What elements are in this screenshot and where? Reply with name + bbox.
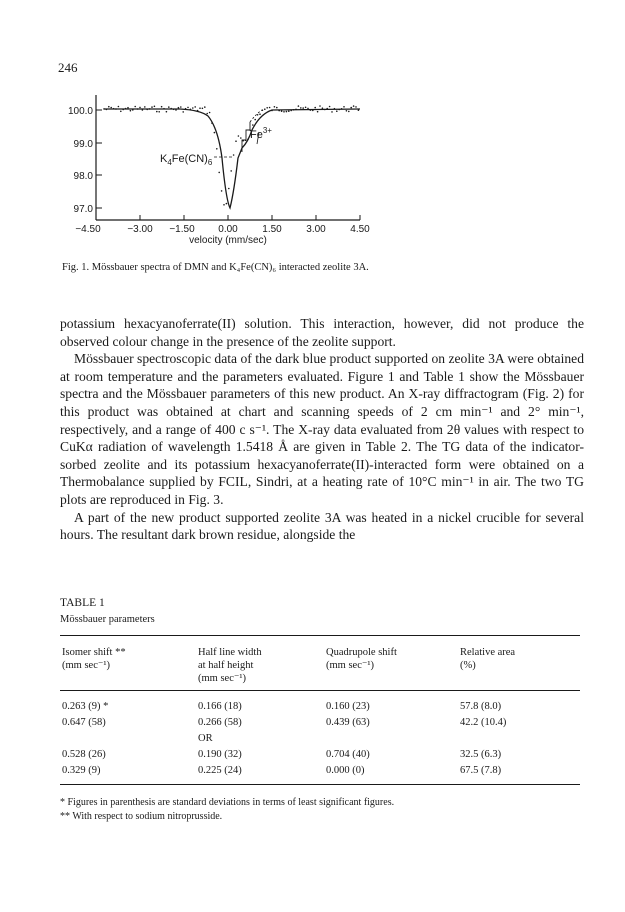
spectrum-data-point	[214, 132, 216, 134]
table-cell: 0.528 (26)	[62, 749, 106, 760]
spectrum-data-point	[118, 106, 120, 108]
spectrum-data-point	[271, 110, 273, 112]
x-axis-label: velocity (mm/sec)	[189, 235, 267, 246]
spectrum-data-point	[240, 137, 242, 139]
spectrum-data-point	[216, 148, 218, 150]
table-cell: 0.263 (9) *	[62, 701, 109, 712]
spectrum-data-point	[302, 107, 304, 109]
spectrum-data-point	[300, 107, 302, 109]
spectrum-data-point	[163, 108, 165, 110]
spectrum-data-point	[346, 110, 348, 112]
spectrum-data-point	[185, 108, 187, 110]
spectrum-data-point	[110, 107, 112, 109]
spectrum-data-point	[142, 109, 144, 111]
body-text	[60, 315, 584, 544]
spectrum-data-point	[192, 107, 194, 109]
spectrum-data-point	[154, 106, 156, 108]
spectrum-data-point	[175, 109, 177, 111]
y-tick-label: 98.0	[73, 171, 93, 182]
table-cell: 0.190 (32)	[198, 749, 242, 760]
spectrum-data-point	[230, 170, 232, 172]
spectrum-data-point	[178, 107, 180, 109]
spectrum-data-point	[166, 111, 168, 113]
spectrum-data-point	[130, 110, 132, 112]
body-paragraph: potassium hexacyanoferrate(II) solution. This interaction, however, did not produce the observed colour change in the presence of the zeolite support.	[60, 316, 584, 349]
y-tick-label: 100.0	[67, 106, 93, 117]
spectrum-data-point	[334, 108, 336, 110]
spectrum-data-point	[204, 106, 206, 108]
spectrum-data-point	[233, 154, 235, 156]
spectrum-data-point	[206, 113, 208, 115]
spectrum-data-point	[202, 108, 204, 110]
spectrum-data-point	[158, 111, 160, 113]
table-cell: 0.225 (24)	[198, 765, 242, 776]
x-tick-label: −4.50	[75, 224, 101, 235]
spectrum-data-point	[312, 110, 314, 112]
spectrum-data-point	[348, 111, 350, 113]
spectrum-data-point	[199, 107, 201, 109]
spectrum-data-point	[290, 110, 292, 112]
table-cell: 32.5 (6.3)	[460, 749, 502, 760]
spectrum-data-point	[134, 106, 136, 108]
spectrum-data-point	[132, 109, 134, 111]
spectrum-data-point	[343, 106, 345, 108]
spectrum-data-point	[283, 111, 285, 113]
spectrum-data-point	[170, 108, 172, 110]
spectrum-data-points	[103, 105, 359, 205]
x-tick-label: −3.00	[127, 224, 153, 235]
fe3-label: $Fe^{3+}$	[250, 126, 272, 141]
table-cell: 42.2 (10.4)	[460, 717, 507, 728]
spectrum-data-point	[269, 107, 271, 109]
spectrum-data-point	[355, 106, 357, 108]
spectrum-data-point	[127, 107, 129, 109]
x-tick-label: 4.50	[350, 224, 370, 235]
spectrum-data-point	[182, 111, 184, 113]
spectrum-data-point	[161, 106, 163, 108]
spectrum-data-point	[137, 108, 139, 110]
spectrum-data-point	[120, 111, 122, 113]
table-cell: 0.439 (63)	[326, 717, 370, 728]
spectrum-data-point	[350, 107, 352, 109]
spectrum-data-point	[149, 108, 151, 110]
spectrum-data-point	[151, 106, 153, 108]
table-cell: 67.5 (7.8)	[460, 765, 502, 776]
spectrum-data-point	[331, 111, 333, 113]
y-tick-label: 97.0	[73, 204, 93, 215]
spectrum-data-point	[247, 139, 249, 141]
table-cell: 0.000 (0)	[326, 765, 365, 776]
table-notes	[60, 796, 580, 824]
spectrum-data-point	[223, 204, 225, 206]
spectrum-data-point	[281, 110, 283, 112]
spectrum-data-point	[305, 107, 307, 109]
spectrum-data-point	[108, 106, 110, 108]
spectrum-data-point	[353, 105, 355, 107]
table-bottom-rule	[60, 784, 580, 785]
spectrum-data-point	[276, 107, 278, 109]
spectrum-data-point	[317, 111, 319, 113]
spectrum-data-point	[190, 109, 192, 111]
x-tick-label: −1.50	[169, 224, 195, 235]
table-title: Mössbauer parameters	[60, 614, 155, 625]
spectrum-data-point	[336, 110, 338, 112]
table-cell: 0.266 (58)	[198, 717, 242, 728]
spectrum-data-point	[113, 108, 115, 110]
spectrum-data-point	[173, 109, 175, 111]
x-tick-label: 3.00	[306, 224, 326, 235]
y-tick-label: 99.0	[73, 139, 93, 150]
spectrum-data-point	[278, 110, 280, 112]
spectrum-data-point	[103, 108, 105, 110]
spectrum-data-point	[257, 114, 259, 116]
spectrum-data-point	[106, 109, 108, 111]
spectrum-data-point	[187, 107, 189, 109]
spectrum-data-point	[211, 122, 213, 124]
table-cell: 0.329 (9)	[62, 765, 101, 776]
table-label: TABLE 1	[60, 597, 105, 609]
figure-caption: Fig. 1. Mössbauer spectra of DMN and K₄Fe(CN)₆ interacted zeolite 3A.	[62, 262, 369, 273]
spectrum-data-point	[322, 107, 324, 109]
body-paragraph: A part of the new product supported zeolite 3A was heated in a nickel crucible for several hours. The resultant dark brown residue, alongside the	[60, 509, 584, 543]
table-footnote: ** With respect to sodium nitroprusside.	[60, 811, 223, 822]
spectrum-data-point	[341, 108, 343, 110]
spectrum-data-point	[314, 107, 316, 109]
spectrum-data-point	[358, 109, 360, 111]
spectrum-data-point	[144, 106, 146, 108]
body-paragraph: Mössbauer spectroscopic data of the dark blue product supported on zeolite 3A were obtained at room temperature and the parameters evaluated. Figure 1 and Table 1 show the Mössbauer spectra and the Mössbauer parameters of this new product. An X-ray diffractogram (Fig. 2) for this product was obtained at chart and scanning speeds of 2 cm min⁻¹ and 2° min⁻¹, respectively, and a range of 400 c s⁻¹. The X-ray data evaluated from 2θ values with respect to CuKα radiation of wavelength 1.5418 Å are given in Table 2. The TG data of the indicator-sorbed zeolite and its potassium hexacyanoferrate(II)-interacted form were obtained on a Thermobalance supplied by FCIL, Sindri, at a heating rate of 10°C min⁻¹ in air. The two TG plots are reproduced in Fig. 3.	[60, 351, 584, 507]
header-isomer-shift: Isomer shift ** (mm sec⁻¹)	[62, 647, 126, 671]
spectrum-data-point	[180, 106, 182, 108]
spectrum-data-point	[168, 106, 170, 108]
table-footnote: * Figures in parenthesis are standard deviations in terms of least significant figures.	[60, 797, 395, 808]
spectrum-data-point	[146, 109, 148, 111]
table-cell: 0.160 (23)	[326, 701, 370, 712]
spectrum-data-point	[288, 110, 290, 112]
page-number: 246	[58, 60, 78, 75]
spectrum-data-point	[310, 109, 312, 111]
spectrum-data-point	[338, 109, 340, 111]
spectrum-data-point	[125, 108, 127, 110]
table-header-rule	[60, 690, 580, 691]
spectrum-data-point	[298, 105, 300, 107]
spectrum-data-point	[307, 108, 309, 110]
table-top-rule	[60, 635, 580, 636]
spectrum-data-point	[319, 105, 321, 107]
spectrum-data-point	[226, 203, 228, 205]
spectrum-data-point	[264, 108, 266, 110]
spectrum-data-point	[329, 106, 331, 108]
spectrum-data-point	[228, 188, 230, 190]
spectrum-data-point	[293, 109, 295, 111]
spectrum-data-point	[238, 135, 240, 137]
spectrum-data-point	[235, 140, 237, 142]
mossbauer-plot	[60, 80, 380, 255]
table-cell: 0.166 (18)	[198, 701, 242, 712]
table-cell: 0.704 (40)	[326, 749, 370, 760]
table-cell-or: OR	[198, 733, 213, 744]
spectrum-data-point	[122, 109, 124, 111]
spectrum-data-point	[274, 106, 276, 108]
table-cell: 57.8 (8.0)	[460, 701, 502, 712]
spectrum-data-point	[286, 111, 288, 113]
table-cell: 0.647 (58)	[62, 717, 106, 728]
spectrum-data-point	[218, 172, 220, 174]
fitted-spectrum-curve	[104, 109, 360, 208]
header-relative-area: Relative area (%)	[460, 647, 516, 671]
spectrum-data-point	[115, 108, 117, 110]
spectrum-data-point	[156, 111, 158, 113]
spectrum-data-point	[252, 124, 254, 126]
spectrum-data-point	[324, 109, 326, 111]
spectrum-data-point	[254, 119, 256, 121]
spectrum-data-point	[259, 113, 261, 115]
header-quadrupole-shift: Quadrupole shift (mm sec⁻¹)	[326, 647, 397, 671]
spectrum-data-point	[194, 106, 196, 108]
spectrum-data-point	[197, 110, 199, 112]
mossbauer-figure	[60, 80, 380, 255]
spectrum-data-point	[266, 107, 268, 109]
k4fecn6-label: $K_4Fe(CN)_6$	[160, 153, 213, 167]
x-tick-label: 1.50	[262, 224, 282, 235]
spectrum-data-point	[221, 190, 223, 192]
x-tick-label: 0.00	[218, 224, 238, 235]
spectrum-data-point	[139, 107, 141, 109]
header-half-line-width: Half line width at half height (mm sec⁻¹)	[198, 647, 262, 684]
spectrum-data-point	[209, 112, 211, 114]
spectrum-data-point	[326, 108, 328, 110]
spectrum-data-point	[295, 109, 297, 111]
